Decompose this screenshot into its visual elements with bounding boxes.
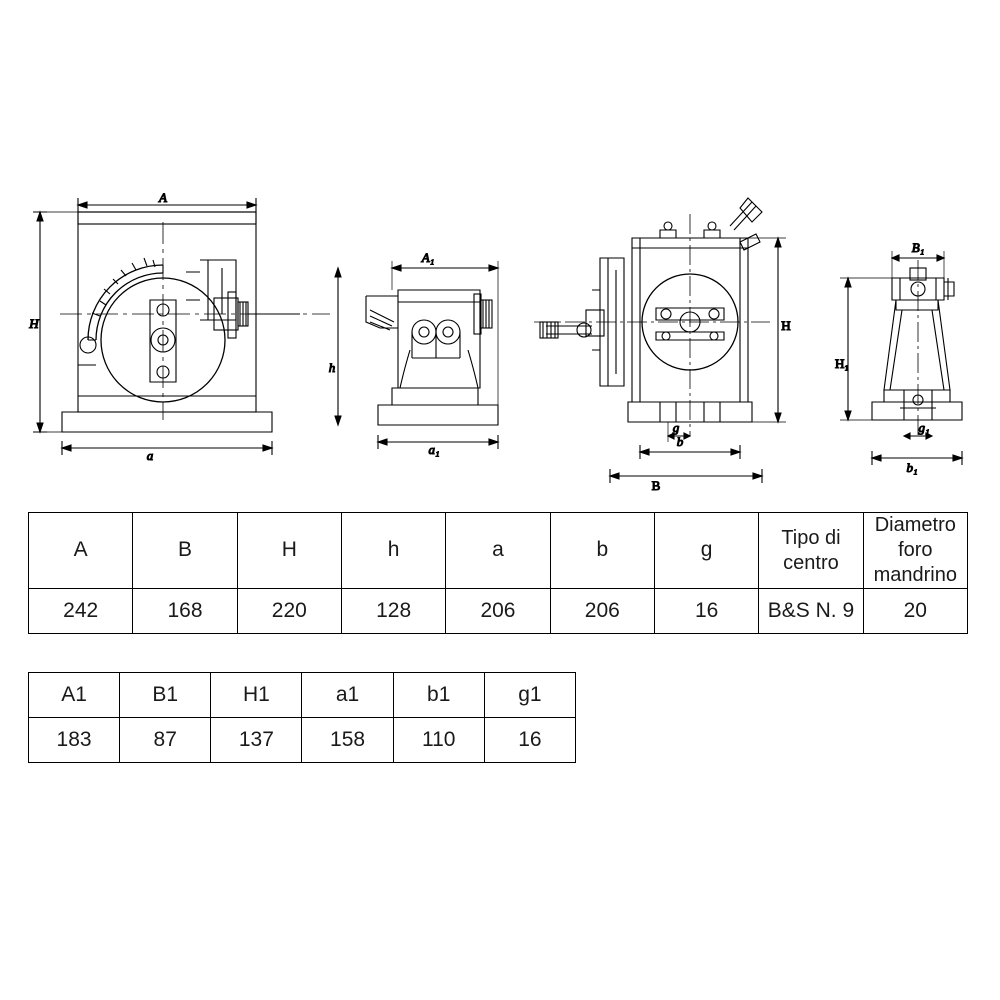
sec-header-b1: b1 [393,673,484,718]
dim-label-H: H [29,316,39,331]
dim-label-B1: B₁ [911,240,925,255]
sec-header-B1: B1 [120,673,211,718]
main-header-h: h [341,513,445,589]
cell-b1: 110 [393,718,484,763]
cell-H: 220 [237,589,341,634]
main-header-a: a [446,513,550,589]
secondary-table-header-row [29,673,576,718]
dim-label-A1: A₁ [421,250,435,265]
dim-label-b: b [676,434,684,449]
cell-tipo-di-centro: B&S N. 9 [759,589,863,634]
rear-view [534,198,786,483]
cell-A: 242 [29,589,133,634]
table-row [29,718,576,763]
sec-header-H1: H1 [211,673,302,718]
front-view [33,198,330,455]
main-header-tipo-di-centro [759,513,863,589]
header-line-2: centro [783,551,839,574]
sec-header-A1: A1 [29,673,120,718]
dim-label-H1: H₁ [835,356,849,371]
dim-label-g1: g₁ [918,420,930,435]
dim-label-a1: a₁ [428,442,440,457]
cell-b: 206 [550,589,654,634]
dim-label-h: h [328,360,336,375]
drawing-svg [0,150,1000,510]
table-row [29,589,968,634]
cell-a1: 158 [302,718,393,763]
dim-label-B: B [651,478,661,493]
cell-diametro-foro-mandrino: 20 [863,589,967,634]
dim-label-H2: H [781,318,791,333]
dim-label-b1: b₁ [906,460,918,475]
cell-B1: 87 [120,718,211,763]
main-header-b: b [550,513,654,589]
sec-header-g1: g1 [484,673,575,718]
header-line-1: Diametro foro [874,514,956,561]
dim-label-g: g [672,420,680,435]
cell-a: 206 [446,589,550,634]
main-spec-table [28,512,968,634]
dim-label-a: a [146,448,154,463]
cell-B: 168 [133,589,237,634]
main-header-diametro-foro-mandrino [863,513,967,589]
dim-label-A: A [159,190,167,205]
header-line-2: mandrino [873,564,957,586]
main-header-H: H [237,513,341,589]
spec-tables [28,512,972,763]
cell-A1: 183 [29,718,120,763]
cell-g: 16 [654,589,758,634]
cell-h: 128 [341,589,445,634]
cell-g1: 16 [484,718,575,763]
main-header-A: A [29,513,133,589]
main-table-header-row [29,513,968,589]
main-header-B: B [133,513,237,589]
header-line-1: Tipo di [781,526,841,549]
technical-drawing [0,150,1000,510]
secondary-table-head [29,673,576,718]
main-table-body [29,589,968,634]
tailstock-view [840,251,962,465]
sec-header-a1: a1 [302,673,393,718]
cell-H1: 137 [211,718,302,763]
main-header-g: g [654,513,758,589]
secondary-spec-table [28,672,576,763]
side-view [335,261,498,449]
main-table-head [29,513,968,589]
secondary-table-body [29,718,576,763]
